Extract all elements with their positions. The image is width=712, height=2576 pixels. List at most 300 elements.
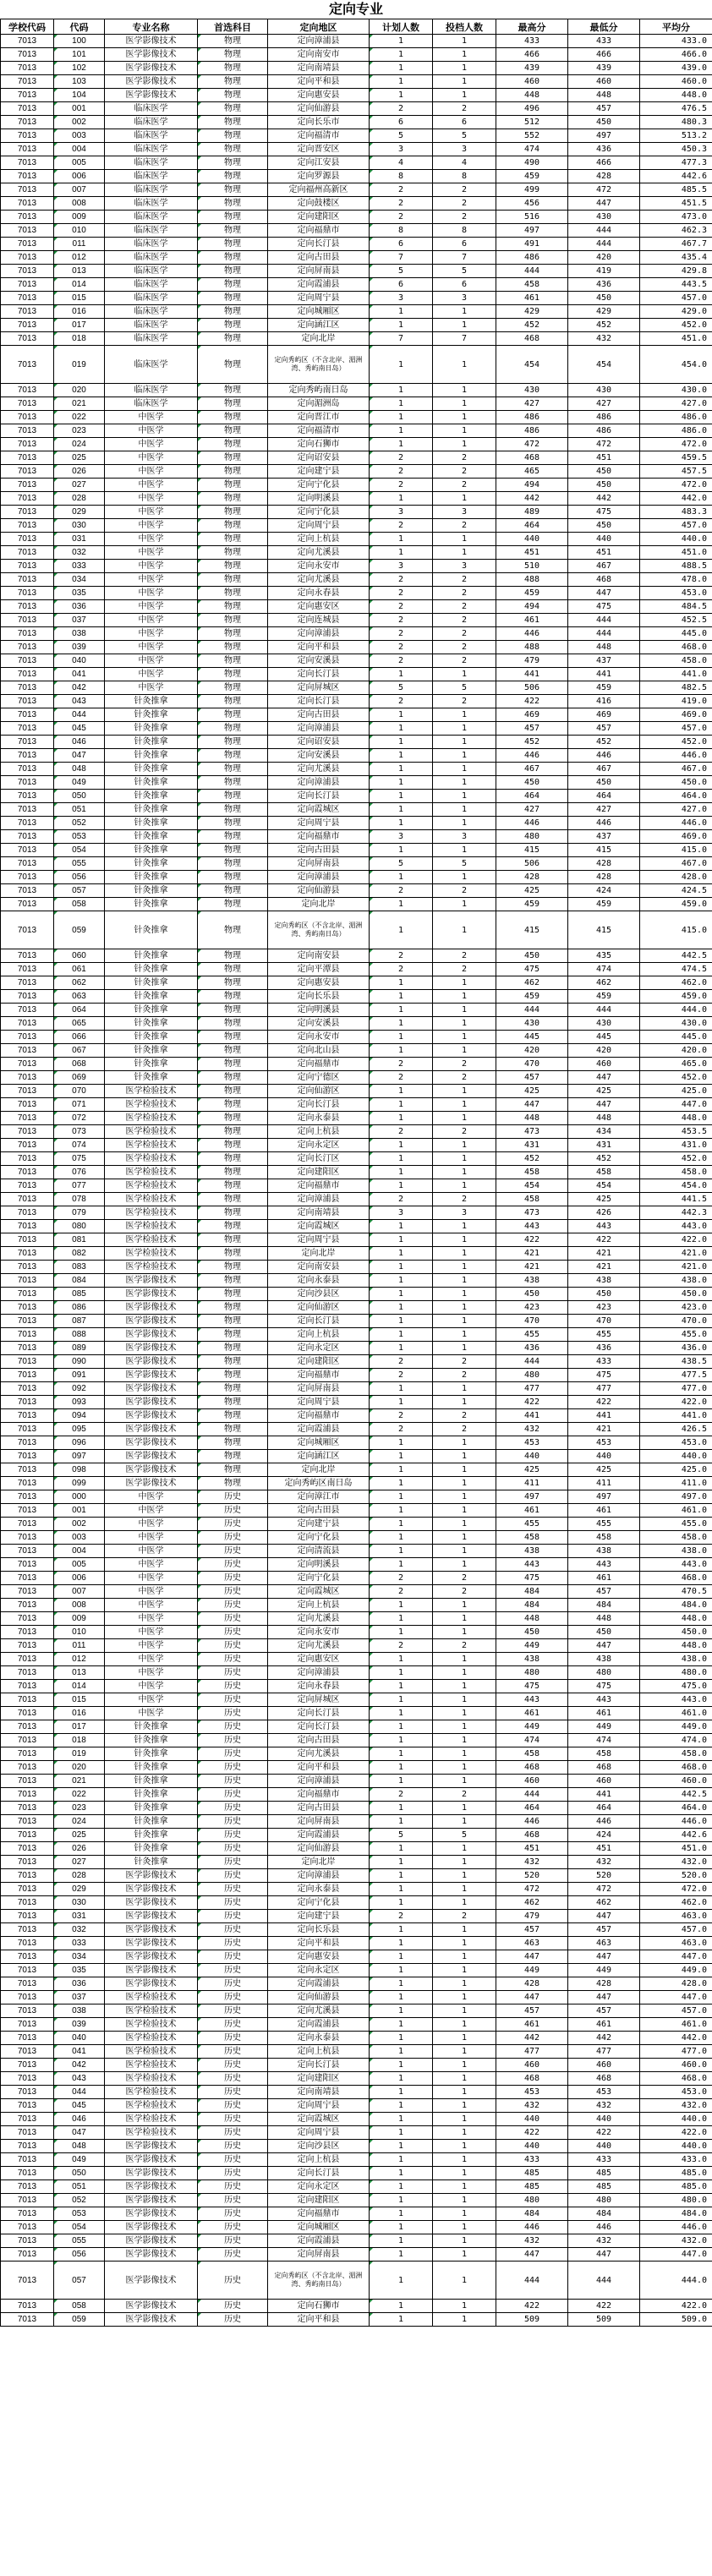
subject-cell: 物理 <box>198 600 268 614</box>
code-cell: 021 <box>54 1775 105 1788</box>
avg-score-cell: 474.5 <box>640 963 712 976</box>
major-cell: 中医学 <box>105 411 198 424</box>
min-score-cell: 453 <box>568 2086 640 2099</box>
school-code-cell: 7013 <box>1 722 54 736</box>
school-code-cell: 7013 <box>1 1815 54 1829</box>
table-row <box>1 2099 712 2113</box>
school-code-cell: 7013 <box>1 871 54 884</box>
school-code-cell: 7013 <box>1 1788 54 1802</box>
avg-score-cell: 452.0 <box>640 736 712 749</box>
major-cell: 医学影像技术 <box>105 2194 198 2207</box>
admitted-count-cell: 2 <box>433 884 496 898</box>
plan-count-cell: 1 <box>370 1301 433 1315</box>
max-score-cell: 468 <box>496 2072 568 2086</box>
major-cell: 中医学 <box>105 438 198 451</box>
avg-score-cell: 466.0 <box>640 48 712 62</box>
min-score-cell: 458 <box>568 1531 640 1545</box>
table-row <box>1 884 712 898</box>
subject-cell: 物理 <box>198 170 268 183</box>
table-row <box>1 1261 712 1274</box>
admitted-count-cell: 2 <box>433 1071 496 1085</box>
code-cell: 054 <box>54 844 105 857</box>
school-code-cell: 7013 <box>1 1937 54 1950</box>
table-row <box>1 1031 712 1044</box>
subject-cell: 物理 <box>198 1382 268 1396</box>
min-score-cell: 484 <box>568 2207 640 2221</box>
plan-count-cell: 2 <box>370 211 433 224</box>
header-min-score: 最低分 <box>568 19 640 35</box>
admitted-count-cell: 1 <box>433 533 496 546</box>
code-cell: 048 <box>54 2140 105 2153</box>
max-score-cell: 444 <box>496 2262 568 2300</box>
major-cell: 医学影像技术 <box>105 2300 198 2313</box>
admitted-count-cell: 1 <box>433 1044 496 1058</box>
avg-score-cell: 477.3 <box>640 156 712 170</box>
code-cell: 019 <box>54 1747 105 1761</box>
max-score-cell: 422 <box>496 695 568 708</box>
max-score-cell: 454 <box>496 1179 568 1193</box>
school-code-cell: 7013 <box>1 384 54 397</box>
min-score-cell: 446 <box>568 817 640 830</box>
code-cell: 102 <box>54 62 105 75</box>
avg-score-cell: 468.0 <box>640 641 712 654</box>
max-score-cell: 468 <box>496 1761 568 1775</box>
subject-cell: 物理 <box>198 1152 268 1166</box>
max-score-cell: 443 <box>496 1558 568 1572</box>
max-score-cell: 474 <box>496 1734 568 1747</box>
max-score-cell: 468 <box>496 332 568 346</box>
plan-count-cell: 1 <box>370 1896 433 1910</box>
table-row <box>1 319 712 332</box>
code-cell: 055 <box>54 857 105 871</box>
region-cell: 定向漳浦县 <box>268 722 370 736</box>
plan-count-cell: 2 <box>370 1639 433 1653</box>
avg-score-cell: 470.0 <box>640 1315 712 1328</box>
max-score-cell: 446 <box>496 627 568 641</box>
max-score-cell: 458 <box>496 1747 568 1761</box>
region-cell: 定向福鼎市 <box>268 1788 370 1802</box>
code-cell: 069 <box>54 1071 105 1085</box>
min-score-cell: 440 <box>568 533 640 546</box>
plan-count-cell: 1 <box>370 492 433 506</box>
table-row <box>1 1233 712 1247</box>
region-cell: 定向城厢区 <box>268 2221 370 2234</box>
major-cell: 针灸推拿 <box>105 1720 198 1734</box>
admitted-count-cell: 2 <box>433 1788 496 1802</box>
region-cell: 定向福鼎市 <box>268 1409 370 1423</box>
max-score-cell: 552 <box>496 129 568 143</box>
region-cell: 定向惠安县 <box>268 976 370 990</box>
school-code-cell: 7013 <box>1 560 54 573</box>
min-score-cell: 437 <box>568 654 640 668</box>
subject-cell: 历史 <box>198 1991 268 2004</box>
plan-count-cell: 1 <box>370 1747 433 1761</box>
plan-count-cell: 2 <box>370 573 433 587</box>
subject-cell: 历史 <box>198 2313 268 2327</box>
subject-cell: 历史 <box>198 2248 268 2262</box>
plan-count-cell: 2 <box>370 1125 433 1139</box>
table-row <box>1 1707 712 1720</box>
subject-cell: 物理 <box>198 265 268 278</box>
code-cell: 070 <box>54 1085 105 1098</box>
major-cell: 医学影像技术 <box>105 1450 198 1463</box>
region-cell: 定向安溪县 <box>268 749 370 763</box>
avg-score-cell: 469.0 <box>640 830 712 844</box>
code-cell: 041 <box>54 668 105 681</box>
school-code-cell: 7013 <box>1 654 54 668</box>
subject-cell: 物理 <box>198 183 268 197</box>
school-code-cell: 7013 <box>1 695 54 708</box>
plan-count-cell: 1 <box>370 1396 433 1409</box>
region-cell: 定向漳浦县 <box>268 627 370 641</box>
code-cell: 045 <box>54 2099 105 2113</box>
min-score-cell: 460 <box>568 1058 640 1071</box>
school-code-cell: 7013 <box>1 641 54 654</box>
plan-count-cell: 2 <box>370 614 433 627</box>
code-cell: 003 <box>54 129 105 143</box>
max-score-cell: 462 <box>496 1896 568 1910</box>
table-row <box>1 465 712 479</box>
school-code-cell: 7013 <box>1 2059 54 2072</box>
region-cell: 定向长汀县 <box>268 2167 370 2180</box>
max-score-cell: 442 <box>496 492 568 506</box>
region-cell: 定向霞浦县 <box>268 2018 370 2032</box>
region-cell: 定向平和县 <box>268 641 370 654</box>
subject-cell: 物理 <box>198 708 268 722</box>
min-score-cell: 440 <box>568 1450 640 1463</box>
max-score-cell: 425 <box>496 1085 568 1098</box>
max-score-cell: 425 <box>496 884 568 898</box>
plan-count-cell: 2 <box>370 600 433 614</box>
region-cell: 定向霞城区 <box>268 1585 370 1599</box>
region-cell: 定向宁化县 <box>268 1896 370 1910</box>
max-score-cell: 436 <box>496 1342 568 1355</box>
code-cell: 042 <box>54 681 105 695</box>
avg-score-cell: 485.0 <box>640 2180 712 2194</box>
region-cell: 定向仙游县 <box>268 1991 370 2004</box>
max-score-cell: 460 <box>496 75 568 89</box>
max-score-cell: 464 <box>496 519 568 533</box>
plan-count-cell: 1 <box>370 2221 433 2234</box>
major-cell: 中医学 <box>105 1653 198 1666</box>
table-row <box>1 1883 712 1896</box>
table-row <box>1 1599 712 1612</box>
max-score-cell: 420 <box>496 1044 568 1058</box>
code-cell: 049 <box>54 2153 105 2167</box>
region-cell: 定向霞城区 <box>268 1220 370 1233</box>
admitted-count-cell: 1 <box>433 1436 496 1450</box>
school-code-cell: 7013 <box>1 1923 54 1937</box>
admitted-count-cell: 2 <box>433 197 496 211</box>
major-cell: 针灸推拿 <box>105 976 198 990</box>
subject-cell: 物理 <box>198 305 268 319</box>
table-row <box>1 438 712 451</box>
plan-count-cell: 3 <box>370 292 433 305</box>
plan-count-cell: 3 <box>370 143 433 156</box>
plan-count-cell: 1 <box>370 2262 433 2300</box>
max-score-cell: 451 <box>496 546 568 560</box>
school-code-cell: 7013 <box>1 1477 54 1490</box>
table-row <box>1 2032 712 2045</box>
code-cell: 059 <box>54 911 105 949</box>
table-row <box>1 224 712 238</box>
subject-cell: 历史 <box>198 1720 268 1734</box>
school-code-cell: 7013 <box>1 411 54 424</box>
plan-count-cell: 1 <box>370 1856 433 1869</box>
code-cell: 029 <box>54 506 105 519</box>
subject-cell: 历史 <box>198 1612 268 1626</box>
avg-score-cell: 480.0 <box>640 2194 712 2207</box>
code-cell: 045 <box>54 722 105 736</box>
avg-score-cell: 441.0 <box>640 1409 712 1423</box>
table-row <box>1 1382 712 1396</box>
major-cell: 中医学 <box>105 1626 198 1639</box>
plan-count-cell: 2 <box>370 519 433 533</box>
major-cell: 临床医学 <box>105 384 198 397</box>
subject-cell: 物理 <box>198 803 268 817</box>
major-cell: 临床医学 <box>105 211 198 224</box>
plan-count-cell: 1 <box>370 1112 433 1125</box>
max-score-cell: 484 <box>496 1585 568 1599</box>
admitted-count-cell: 3 <box>433 143 496 156</box>
max-score-cell: 485 <box>496 2180 568 2194</box>
avg-score-cell: 476.5 <box>640 102 712 116</box>
plan-count-cell: 1 <box>370 2099 433 2113</box>
admitted-count-cell: 7 <box>433 332 496 346</box>
avg-score-cell: 446.0 <box>640 817 712 830</box>
major-cell: 医学检验技术 <box>105 1261 198 1274</box>
school-code-cell: 7013 <box>1 2167 54 2180</box>
max-score-cell: 428 <box>496 871 568 884</box>
school-code-cell: 7013 <box>1 1572 54 1585</box>
school-code-cell: 7013 <box>1 1545 54 1558</box>
school-code-cell: 7013 <box>1 1612 54 1626</box>
min-score-cell: 446 <box>568 1815 640 1829</box>
plan-count-cell: 1 <box>370 844 433 857</box>
plan-count-cell: 1 <box>370 2300 433 2313</box>
plan-count-cell: 1 <box>370 1680 433 1693</box>
table-row <box>1 170 712 183</box>
plan-count-cell: 1 <box>370 1775 433 1788</box>
min-score-cell: 460 <box>568 1775 640 1788</box>
plan-count-cell: 5 <box>370 1829 433 1842</box>
school-code-cell: 7013 <box>1 1369 54 1382</box>
admitted-count-cell: 1 <box>433 438 496 451</box>
subject-cell: 物理 <box>198 1233 268 1247</box>
region-cell: 定向上杭县 <box>268 533 370 546</box>
school-code-cell: 7013 <box>1 1125 54 1139</box>
admitted-count-cell: 1 <box>433 911 496 949</box>
table-row <box>1 681 712 695</box>
plan-count-cell: 1 <box>370 990 433 1004</box>
max-score-cell: 479 <box>496 1910 568 1923</box>
table-row <box>1 2262 712 2300</box>
avg-score-cell: 475.0 <box>640 1680 712 1693</box>
plan-count-cell: 2 <box>370 465 433 479</box>
code-cell: 032 <box>54 546 105 560</box>
max-score-cell: 494 <box>496 600 568 614</box>
max-score-cell: 439 <box>496 62 568 75</box>
plan-count-cell: 1 <box>370 2018 433 2032</box>
region-cell: 定向湄洲岛 <box>268 397 370 411</box>
admitted-count-cell: 1 <box>433 1775 496 1788</box>
max-score-cell: 464 <box>496 1802 568 1815</box>
avg-score-cell: 460.0 <box>640 1775 712 1788</box>
max-score-cell: 415 <box>496 844 568 857</box>
code-cell: 015 <box>54 292 105 305</box>
min-score-cell: 439 <box>568 62 640 75</box>
table-row <box>1 238 712 251</box>
table-row <box>1 1274 712 1288</box>
table-row <box>1 1152 712 1166</box>
school-code-cell: 7013 <box>1 1707 54 1720</box>
subject-cell: 物理 <box>198 116 268 129</box>
admitted-count-cell: 2 <box>433 211 496 224</box>
code-cell: 096 <box>54 1436 105 1450</box>
region-cell: 定向永春县 <box>268 1680 370 1693</box>
major-cell: 临床医学 <box>105 183 198 197</box>
major-cell: 中医学 <box>105 533 198 546</box>
avg-score-cell: 450.3 <box>640 143 712 156</box>
avg-score-cell: 461.0 <box>640 1707 712 1720</box>
max-score-cell: 475 <box>496 963 568 976</box>
plan-count-cell: 1 <box>370 2032 433 2045</box>
major-cell: 医学影像技术 <box>105 1950 198 1964</box>
avg-score-cell: 450.0 <box>640 776 712 790</box>
plan-count-cell: 1 <box>370 2072 433 2086</box>
plan-count-cell: 2 <box>370 197 433 211</box>
subject-cell: 历史 <box>198 2140 268 2153</box>
avg-score-cell: 451.0 <box>640 1842 712 1856</box>
table-row <box>1 1626 712 1639</box>
region-cell: 定向长汀县 <box>268 1720 370 1734</box>
table-row <box>1 1220 712 1233</box>
major-cell: 临床医学 <box>105 197 198 211</box>
code-cell: 023 <box>54 1802 105 1815</box>
admitted-count-cell: 1 <box>433 1382 496 1396</box>
plan-count-cell: 1 <box>370 1220 433 1233</box>
major-cell: 针灸推拿 <box>105 803 198 817</box>
major-cell: 医学影像技术 <box>105 1436 198 1450</box>
max-score-cell: 450 <box>496 776 568 790</box>
region-cell: 定向建阳区 <box>268 1355 370 1369</box>
plan-count-cell: 1 <box>370 1545 433 1558</box>
admitted-count-cell: 1 <box>433 1179 496 1193</box>
avg-score-cell: 462.0 <box>640 1896 712 1910</box>
min-score-cell: 436 <box>568 278 640 292</box>
avg-score-cell: 483.3 <box>640 506 712 519</box>
admitted-count-cell: 1 <box>433 1450 496 1463</box>
max-score-cell: 461 <box>496 2018 568 2032</box>
avg-score-cell: 427.0 <box>640 803 712 817</box>
major-cell: 中医学 <box>105 506 198 519</box>
code-cell: 061 <box>54 963 105 976</box>
min-score-cell: 464 <box>568 1802 640 1815</box>
region-cell: 定向南安市 <box>268 48 370 62</box>
admitted-count-cell: 1 <box>433 411 496 424</box>
school-code-cell: 7013 <box>1 211 54 224</box>
subject-cell: 历史 <box>198 2045 268 2059</box>
major-cell: 中医学 <box>105 546 198 560</box>
subject-cell: 历史 <box>198 1545 268 1558</box>
avg-score-cell: 482.5 <box>640 681 712 695</box>
region-cell: 定向霞浦县 <box>268 278 370 292</box>
school-code-cell: 7013 <box>1 1504 54 1518</box>
min-score-cell: 452 <box>568 736 640 749</box>
subject-cell: 物理 <box>198 884 268 898</box>
major-cell: 医学检验技术 <box>105 2032 198 2045</box>
school-code-cell: 7013 <box>1 614 54 627</box>
avg-score-cell: 429.8 <box>640 265 712 278</box>
admitted-count-cell: 1 <box>433 2221 496 2234</box>
avg-score-cell: 419.0 <box>640 695 712 708</box>
avg-score-cell: 477.0 <box>640 2045 712 2059</box>
school-code-cell: 7013 <box>1 506 54 519</box>
plan-count-cell: 1 <box>370 1490 433 1504</box>
min-score-cell: 440 <box>568 2140 640 2153</box>
major-cell: 医学影像技术 <box>105 1315 198 1328</box>
subject-cell: 物理 <box>198 573 268 587</box>
avg-score-cell: 431.0 <box>640 1139 712 1152</box>
major-cell: 医学检验技术 <box>105 1206 198 1220</box>
subject-cell: 物理 <box>198 211 268 224</box>
admitted-count-cell: 1 <box>433 976 496 990</box>
school-code-cell: 7013 <box>1 1977 54 1991</box>
school-code-cell: 7013 <box>1 857 54 871</box>
subject-cell: 物理 <box>198 1477 268 1490</box>
max-score-cell: 459 <box>496 170 568 183</box>
region-cell: 定向涵江区 <box>268 1450 370 1463</box>
major-cell: 针灸推拿 <box>105 990 198 1004</box>
code-cell: 014 <box>54 278 105 292</box>
header-plan: 计划人数 <box>370 19 433 35</box>
avg-score-cell: 468.0 <box>640 2072 712 2086</box>
max-score-cell: 486 <box>496 251 568 265</box>
max-score-cell: 466 <box>496 48 568 62</box>
school-code-cell: 7013 <box>1 1179 54 1193</box>
school-code-cell: 7013 <box>1 2113 54 2126</box>
admitted-count-cell: 1 <box>433 35 496 48</box>
admitted-count-cell: 1 <box>433 1747 496 1761</box>
school-code-cell: 7013 <box>1 397 54 411</box>
subject-cell: 历史 <box>198 2018 268 2032</box>
school-code-cell: 7013 <box>1 2300 54 2313</box>
code-cell: 009 <box>54 1612 105 1626</box>
avg-score-cell: 458.0 <box>640 1166 712 1179</box>
admitted-count-cell: 2 <box>433 465 496 479</box>
subject-cell: 历史 <box>198 2221 268 2234</box>
region-cell: 定向长乐县 <box>268 1923 370 1937</box>
min-score-cell: 468 <box>568 1761 640 1775</box>
major-cell: 针灸推拿 <box>105 1829 198 1842</box>
plan-count-cell: 1 <box>370 1802 433 1815</box>
subject-cell: 历史 <box>198 1693 268 1707</box>
avg-score-cell: 465.0 <box>640 1058 712 1071</box>
school-code-cell: 7013 <box>1 1342 54 1355</box>
region-cell: 定向上杭县 <box>268 2045 370 2059</box>
admitted-count-cell: 6 <box>433 116 496 129</box>
major-cell: 针灸推拿 <box>105 776 198 790</box>
min-score-cell: 468 <box>568 573 640 587</box>
subject-cell: 物理 <box>198 1058 268 1071</box>
major-cell: 中医学 <box>105 1693 198 1707</box>
subject-cell: 历史 <box>198 1883 268 1896</box>
region-cell: 定向永定区 <box>268 1964 370 1977</box>
avg-score-cell: 455.0 <box>640 1328 712 1342</box>
table-row <box>1 251 712 265</box>
admitted-count-cell: 2 <box>433 600 496 614</box>
admitted-count-cell: 1 <box>433 2262 496 2300</box>
